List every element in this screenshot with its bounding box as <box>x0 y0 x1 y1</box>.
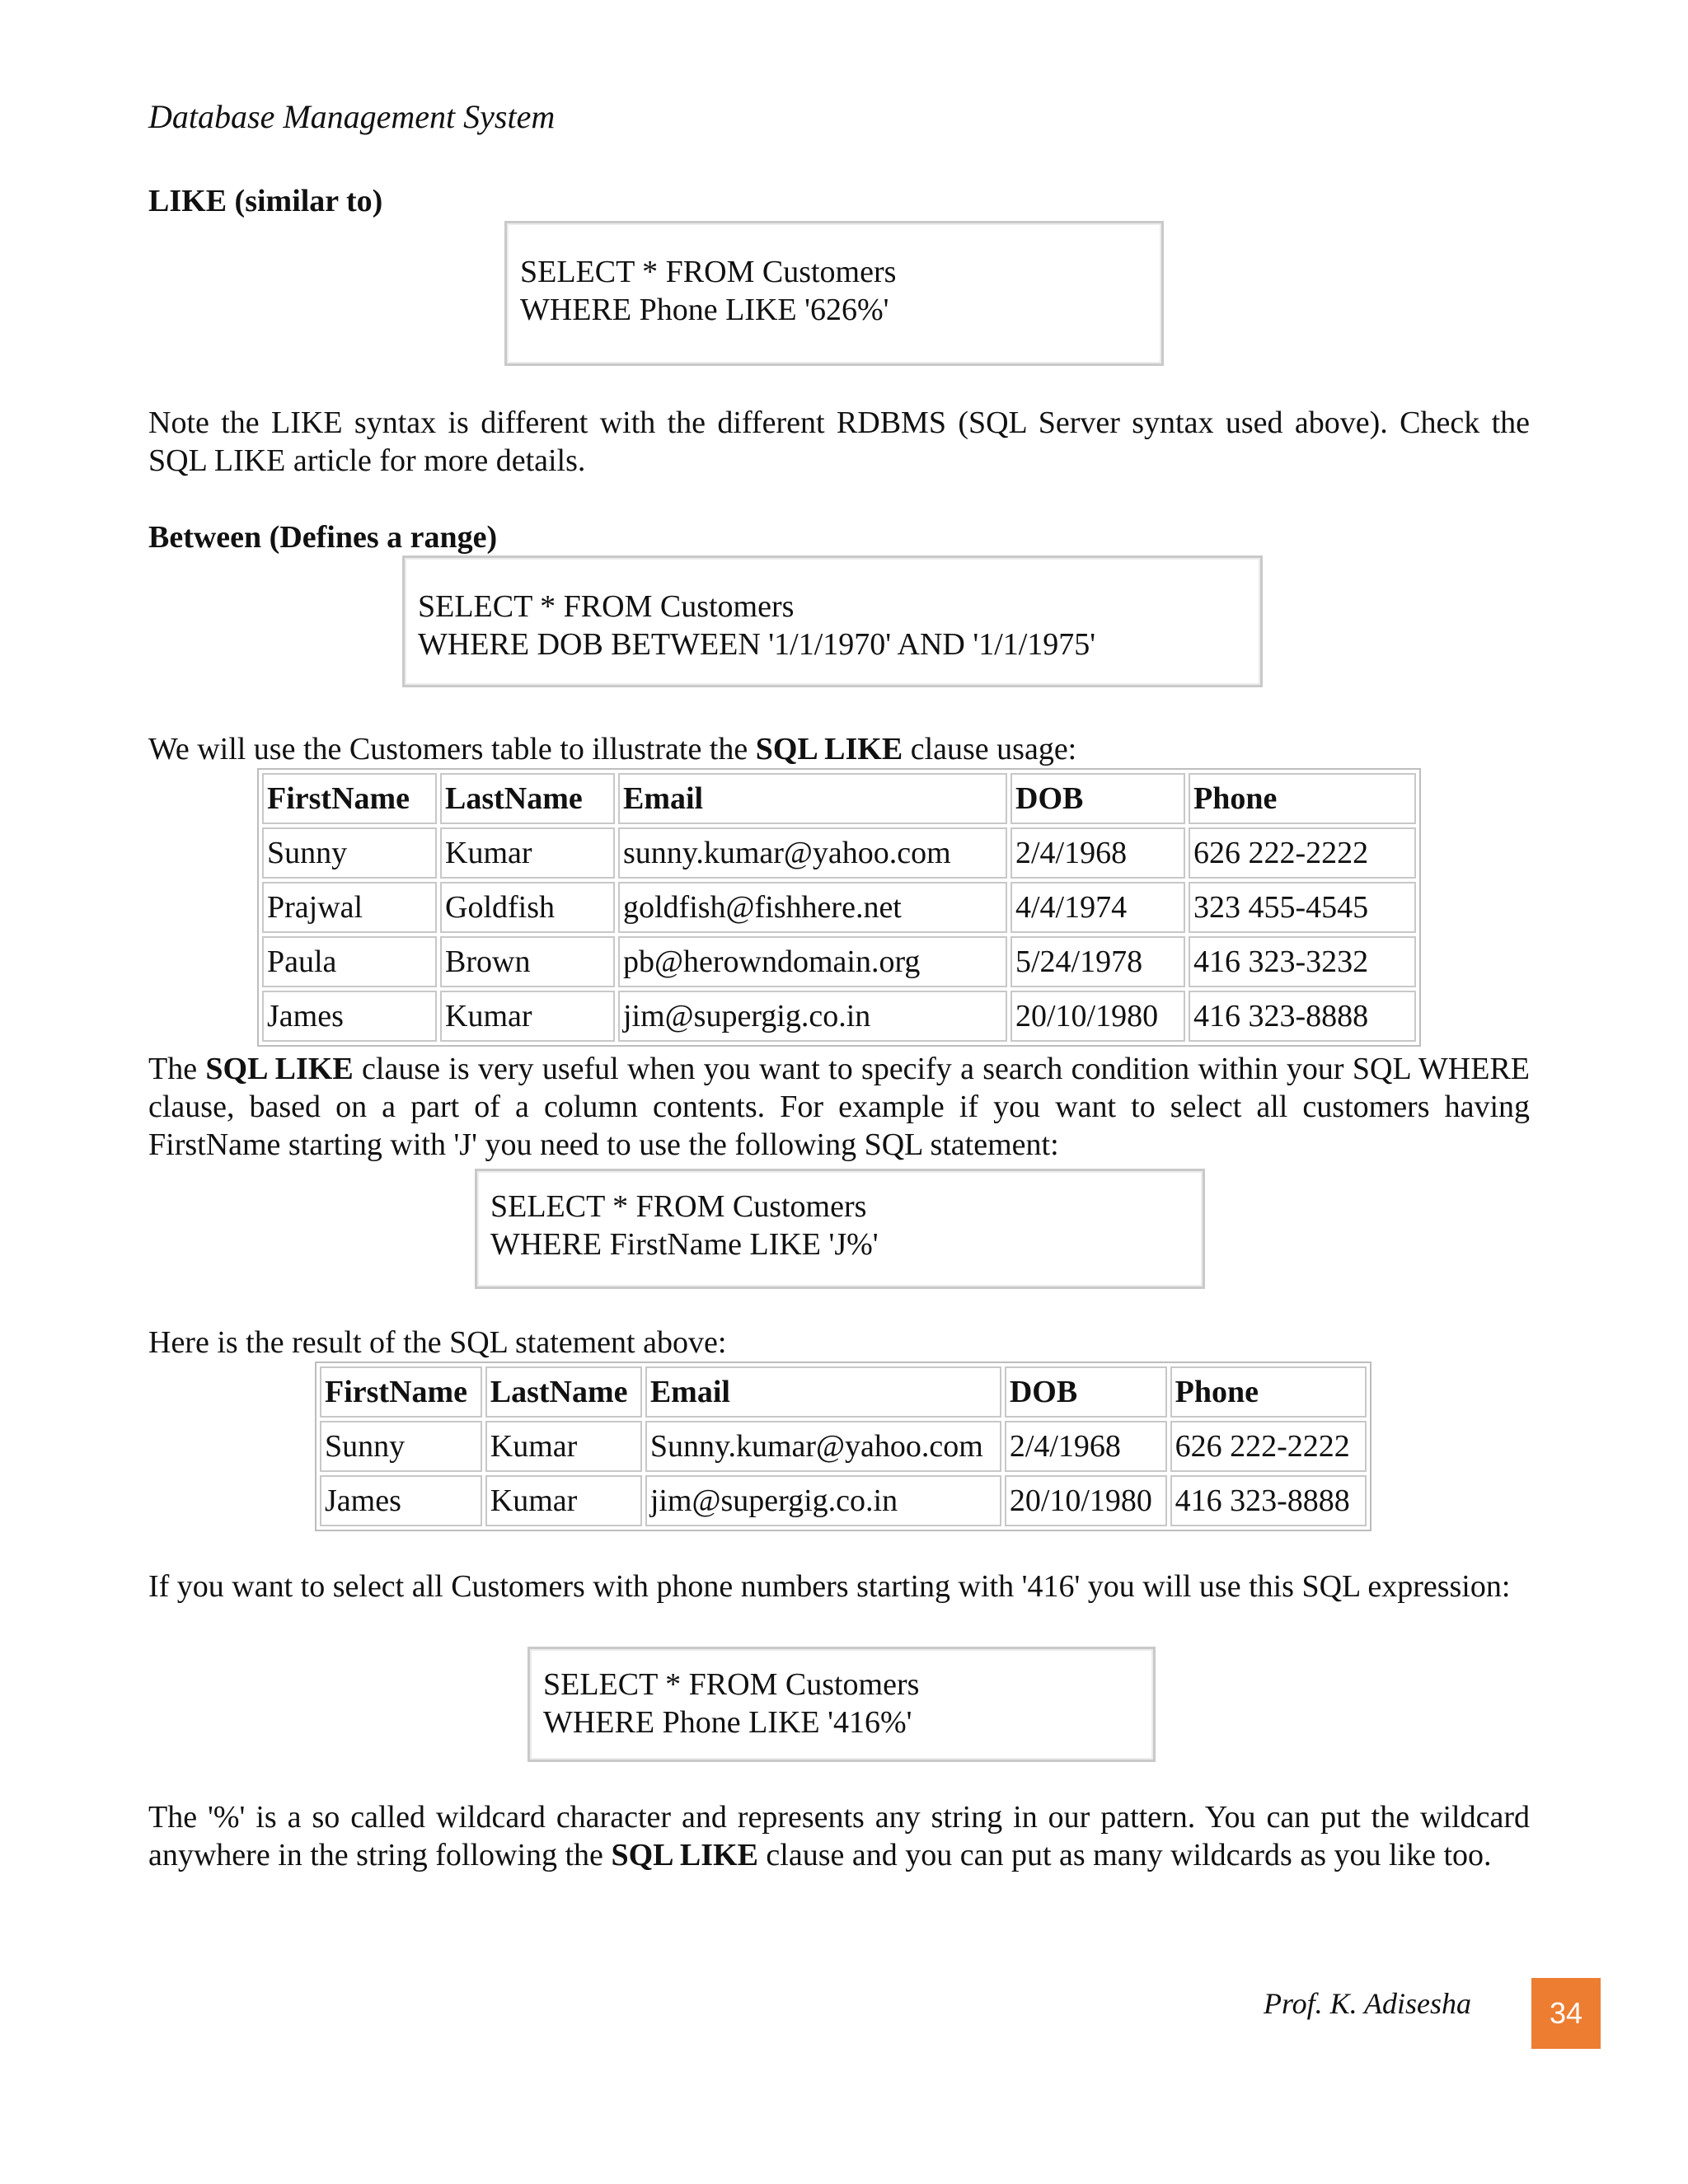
table-row <box>262 991 1416 1042</box>
table-cell: Sunny.kumar@yahoo.com <box>645 1421 1001 1472</box>
code-line: WHERE Phone LIKE '416%' <box>543 1705 912 1740</box>
footer-author: Prof. K. Adisesha <box>1263 1987 1471 2020</box>
page-number-badge: 34 <box>1531 1978 1601 2049</box>
table-cell: Kumar <box>485 1421 642 1472</box>
table-header-cell: FirstName <box>262 773 437 824</box>
code-line: SELECT * FROM Customers <box>490 1189 867 1224</box>
table-cell: sunny.kumar@yahoo.com <box>618 827 1007 879</box>
result-table <box>315 1361 1372 1531</box>
table-cell: Kumar <box>440 827 615 879</box>
table-cell: 323 455-4545 <box>1189 882 1416 933</box>
table-cell: 2/4/1968 <box>1005 1421 1167 1472</box>
intro-text: We will use the Customers table to illustrate the <box>148 732 756 766</box>
table-header-cell: Phone <box>1170 1366 1367 1418</box>
table-cell: Sunny <box>320 1421 482 1472</box>
table-header-cell: Email <box>645 1366 1001 1418</box>
table-row <box>262 882 1416 933</box>
table-cell: Paula <box>262 936 437 987</box>
table-cell: Kumar <box>440 991 615 1042</box>
table-header-cell: LastName <box>440 773 615 824</box>
table-cell: 626 222-2222 <box>1170 1421 1367 1472</box>
table-header-row <box>262 773 1416 824</box>
table-cell: James <box>320 1475 482 1526</box>
between-code-box <box>402 555 1263 687</box>
document-header-title: Database Management System <box>148 98 556 135</box>
customers-table <box>257 768 1421 1047</box>
table-cell: Goldfish <box>440 882 615 933</box>
table-cell: 626 222-2222 <box>1189 827 1416 879</box>
table-cell: jim@supergig.co.in <box>618 991 1007 1042</box>
wildcard-bold-text: SQL LIKE <box>611 1838 758 1872</box>
table-cell: 20/10/1980 <box>1005 1475 1167 1526</box>
table-row <box>262 827 1416 879</box>
table-cell: Kumar <box>485 1475 642 1526</box>
table-cell: 416 323-8888 <box>1170 1475 1367 1526</box>
phone-intro-paragraph: If you want to select all Customers with phone numbers starting with '416' you will use this SQL expression: <box>148 1569 1511 1604</box>
table-header-cell: Email <box>618 773 1007 824</box>
code-line: SELECT * FROM Customers <box>418 589 795 624</box>
code-line: SELECT * FROM Customers <box>520 255 897 289</box>
table-cell: 5/24/1978 <box>1010 936 1185 987</box>
table-header-cell: DOB <box>1005 1366 1167 1418</box>
table-cell: 416 323-8888 <box>1189 991 1416 1042</box>
table-row <box>262 936 1416 987</box>
table-cell: 2/4/1968 <box>1010 827 1185 879</box>
intro-bold-text: SQL LIKE <box>755 732 903 766</box>
wildcard-text: The '%' is a so called wildcard character and represents any string in our pattern. You can put the wildcard anywhere in the string following the <box>148 1800 1530 1872</box>
table-cell: James <box>262 991 437 1042</box>
phone-code-box <box>528 1647 1156 1762</box>
code-line: WHERE FirstName LIKE 'J%' <box>490 1227 879 1262</box>
between-heading: Between (Defines a range) <box>148 520 498 555</box>
like-heading: LIKE (similar to) <box>148 184 383 218</box>
intro-text: clause usage: <box>903 732 1077 766</box>
firstname-code-box <box>475 1169 1205 1289</box>
code-line: WHERE Phone LIKE '626%' <box>520 293 889 327</box>
table-header-cell: FirstName <box>320 1366 482 1418</box>
table-row <box>320 1475 1367 1526</box>
table-header-cell: LastName <box>485 1366 642 1418</box>
table-cell: goldfish@fishhere.net <box>618 882 1007 933</box>
table-cell: 4/4/1974 <box>1010 882 1185 933</box>
table-header-cell: DOB <box>1010 773 1185 824</box>
table-cell: 416 323-3232 <box>1189 936 1416 987</box>
table-header-row <box>320 1366 1367 1418</box>
table-cell: Sunny <box>262 827 437 879</box>
wildcard-paragraph <box>148 1798 1530 1874</box>
like-explanation-paragraph <box>148 1050 1530 1164</box>
table-header-cell: Phone <box>1189 773 1416 824</box>
explain-bold-text: SQL LIKE <box>205 1052 354 1086</box>
table-cell: pb@herowndomain.org <box>618 936 1007 987</box>
table-intro-paragraph <box>148 730 1530 768</box>
table-cell: Brown <box>440 936 615 987</box>
code-line: SELECT * FROM Customers <box>543 1667 920 1702</box>
explain-text: clause is very useful when you want to specify a search condition within your SQL WHERE clause, based on a part of a column contents. For example if you want to select all customers having FirstName starting with 'J' you need to use the following SQL statement: <box>148 1052 1530 1162</box>
table-cell: jim@supergig.co.in <box>645 1475 1001 1526</box>
table-cell: 20/10/1980 <box>1010 991 1185 1042</box>
table-cell: Prajwal <box>262 882 437 933</box>
like-note-paragraph: Note the LIKE syntax is different with the different RDBMS (SQL Server syntax used above). Check the SQL LIKE article for more details. <box>148 405 1530 478</box>
result-intro-paragraph: Here is the result of the SQL statement above: <box>148 1325 727 1360</box>
like-code-box <box>504 221 1164 366</box>
explain-text: The <box>148 1052 206 1086</box>
table-row <box>320 1421 1367 1472</box>
wildcard-text: clause and you can put as many wildcards as you like too. <box>757 1838 1492 1872</box>
code-line: WHERE DOB BETWEEN '1/1/1970' AND '1/1/1975' <box>418 627 1096 662</box>
